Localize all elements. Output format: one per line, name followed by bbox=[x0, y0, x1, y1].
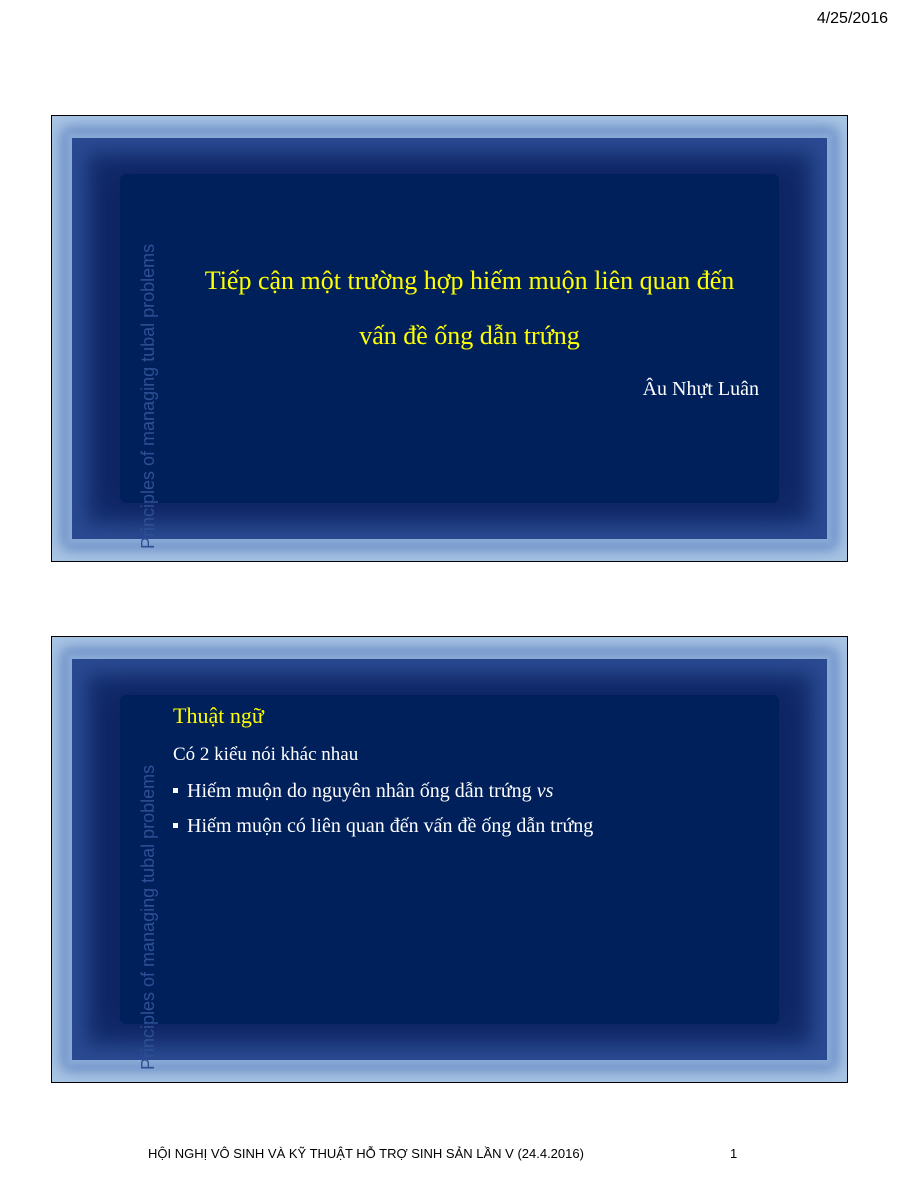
slide-1-side-text: Principles of managing tubal problems bbox=[138, 243, 158, 549]
bullet-item bbox=[173, 812, 593, 847]
slide-2-intro: Có 2 kiểu nói khác nhau bbox=[173, 744, 359, 765]
slide-1-title-line-2: vấn đề ống dẫn trứng bbox=[359, 321, 580, 350]
bullet-suffix: vs bbox=[536, 780, 554, 802]
slide-1-author: Âu Nhựt Luân bbox=[642, 378, 759, 400]
bullet-text: Hiếm muộn có liên quan đến vấn đề ống dẫn trứng bbox=[187, 815, 594, 837]
slide-1-panel bbox=[72, 138, 827, 549]
bullet-text: Hiếm muộn do nguyên nhân ống dẫn trứng bbox=[187, 780, 532, 802]
page-number: 1 bbox=[730, 1146, 738, 1161]
square-bullet-icon bbox=[173, 823, 178, 828]
footer-text: HỘI NGHỊ VÔ SINH VÀ KỸ THUẬT HỖ TRỢ SINH SẢN LẦN V (24.4.2016) bbox=[148, 1146, 584, 1161]
slide-2-bullet-list bbox=[173, 777, 593, 847]
slide-1 bbox=[51, 115, 848, 562]
slide-2 bbox=[51, 636, 848, 1083]
slide-2-panel bbox=[72, 659, 827, 1070]
print-date: 4/25/2016 bbox=[816, 10, 888, 27]
slide-2-side-text: Principles of managing tubal problems bbox=[138, 764, 158, 1070]
bullet-item bbox=[173, 777, 593, 812]
square-bullet-icon bbox=[173, 788, 178, 793]
slide-1-title bbox=[132, 253, 807, 363]
slide-1-title-line-1: Tiếp cận một trường hợp hiếm muộn liên quan đến bbox=[204, 266, 735, 295]
slide-2-title: Thuật ngữ bbox=[173, 703, 264, 728]
